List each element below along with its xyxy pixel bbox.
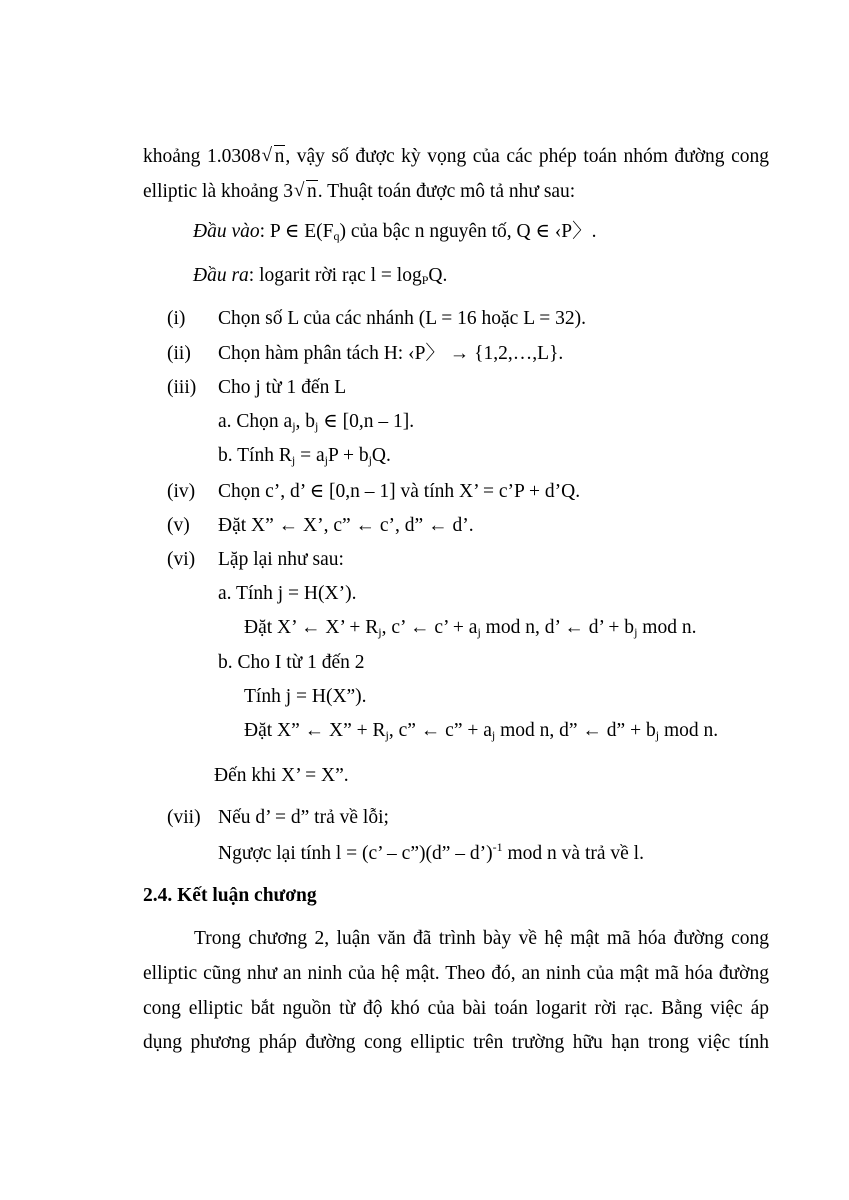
superscript: -1 <box>492 840 503 854</box>
paragraph-line: cong elliptic bắt nguồn từ độ khó của bài toán logarit rời rạc. Bằng việc áp <box>143 998 769 1019</box>
subscript: j <box>315 419 319 433</box>
substep-line: Tính j = H(X”). <box>244 686 367 707</box>
subscript: j <box>368 453 372 467</box>
paragraph-line: Trong chương 2, luận văn đã trình bày về hệ mật mã hóa đường cong <box>194 928 769 949</box>
subscript: j <box>491 728 496 742</box>
text-run: , c” ← c” + a <box>388 720 492 741</box>
text-run: mod n và trả về l. <box>502 843 644 864</box>
input-label: Đầu vào <box>193 221 260 242</box>
text-run: . Thuật toán được mô tả như sau: <box>317 181 576 202</box>
step-number: (v) <box>167 515 190 536</box>
subscript: q <box>333 229 340 243</box>
subscript: j <box>655 728 660 742</box>
text-run: Q. <box>428 265 448 286</box>
step-text: Chọn số L của các nhánh (L = 16 hoặc L = 32). <box>218 308 587 329</box>
text-run: mod n. <box>659 720 719 741</box>
substep-line: a. Tính j = H(X’). <box>218 583 357 604</box>
text-run: ) của bậc n nguyên tố, Q ∈ ‹P〉. <box>339 221 597 242</box>
text-run: Ngược lại tính l = (c’ – c”)(d” – d’) <box>218 843 493 864</box>
substep-line <box>244 616 696 640</box>
subscript: j <box>378 625 382 639</box>
text-run: : P ∈ E(F <box>259 221 334 242</box>
sqrt-radicand: n <box>307 181 317 202</box>
substep-line <box>244 719 718 743</box>
text-run: , vậy số được kỳ vọng của các phép toán nhóm đường cong <box>285 146 769 167</box>
subscript: P <box>421 273 429 287</box>
text-run: Q. <box>371 445 391 466</box>
subscript: j <box>385 728 389 742</box>
subscript: j <box>292 419 296 433</box>
sqrt-radicand: n <box>274 146 285 167</box>
subscript: j <box>291 453 296 467</box>
text-run: , b <box>295 411 316 432</box>
step-number: (ii) <box>167 343 191 364</box>
text-run: elliptic là khoảng 3 <box>143 181 294 202</box>
step-text: Cho j từ 1 đến L <box>218 377 347 398</box>
text-run: mod n. <box>637 617 697 638</box>
subscript: j <box>634 625 638 639</box>
text-run: Đặt X’ ← X’ + R <box>244 617 379 638</box>
text-run: khoảng 1.0308 <box>143 146 261 167</box>
step-text <box>218 842 644 866</box>
substep-line: b. Cho I từ 1 đến 2 <box>218 652 365 673</box>
subscript: j <box>324 453 328 467</box>
step-number: (iii) <box>167 377 197 398</box>
text-run: mod n, d’ ← d’ + b <box>480 617 635 638</box>
paragraph-line: dụng phương pháp đường cong elliptic trên trường hữu hạn trong việc tính <box>143 1032 769 1053</box>
text-run: : logarit rời rạc l = log <box>248 265 422 286</box>
input-line <box>193 220 597 244</box>
step-text: Lặp lại như sau: <box>218 549 344 570</box>
text-run: , c’ ← c’ + a <box>381 617 478 638</box>
step-text: Nếu d’ = d” trả về lỗi; <box>218 807 389 828</box>
sqrt-symbol <box>262 145 286 169</box>
substep-line <box>218 410 414 434</box>
step-number: (i) <box>167 308 186 329</box>
text-run: Đặt X” ← X” + R <box>244 720 386 741</box>
step-number: (vii) <box>167 807 201 828</box>
step-text: Đặt X” ← X’, c” ← c’, d” ← d’. <box>218 515 474 536</box>
output-label: Đầu ra <box>193 265 249 286</box>
text-run: ∈ [0,n – 1]. <box>318 411 415 432</box>
output-line <box>193 264 447 288</box>
step-number: (iv) <box>167 481 196 502</box>
subscript: j <box>477 625 481 639</box>
text-run: a. Chọn a <box>218 411 293 432</box>
intro-line-1 <box>143 145 769 169</box>
section-heading: 2.4. Kết luận chương <box>143 885 317 906</box>
text-run: mod n, d” ← d” + b <box>495 720 656 741</box>
intro-line-2 <box>143 180 575 204</box>
step-number: (vi) <box>167 549 196 570</box>
text-run: = a <box>295 445 325 466</box>
text-run: P + b <box>327 445 369 466</box>
substep-line <box>218 444 391 468</box>
sqrt-symbol <box>294 180 318 204</box>
step-text: Chọn hàm phân tách H: ‹P〉 → {1,2,…,L}. <box>218 343 564 364</box>
text-run: b. Tính R <box>218 445 292 466</box>
paragraph-line: elliptic cũng như an ninh của hệ mật. Theo đó, an ninh của mật mã hóa đường <box>143 963 769 984</box>
step-text: Chọn c’, d’ ∈ [0,n – 1] và tính X’ = c’P + d’Q. <box>218 481 581 502</box>
until-line: Đến khi X’ = X”. <box>214 765 349 786</box>
